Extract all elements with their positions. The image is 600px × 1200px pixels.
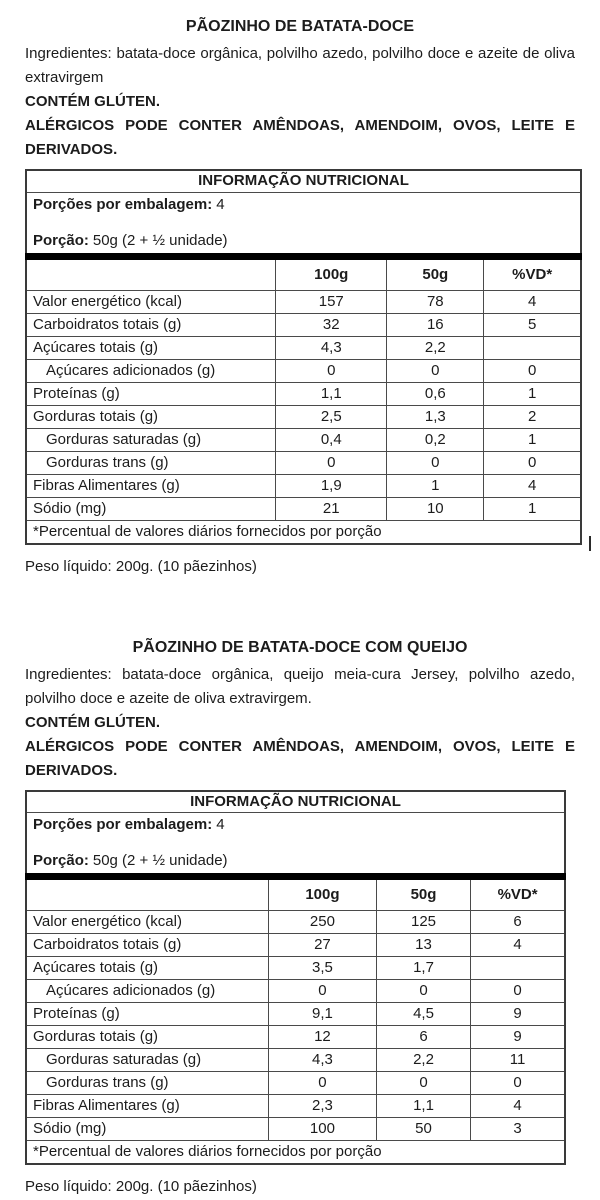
- allergen-notice: ALÉRGICOS PODE CONTER AMÊNDOAS, AMENDOIM, OVOS, LEITE E DERIVADOS.: [25, 117, 575, 158]
- nutrient-row: [26, 1003, 565, 1026]
- nutrient-row: [26, 290, 581, 313]
- nutrient-value-100g: 250: [269, 911, 377, 934]
- nutrient-value-100g: 0: [269, 1072, 377, 1095]
- servings-per-package-label: Porções por embalagem:: [33, 816, 213, 833]
- nutrient-value-vd: 0: [484, 359, 581, 382]
- nutrient-value-vd: [471, 957, 565, 980]
- nutrient-value-50g: 13: [376, 934, 470, 957]
- nutrient-value-100g: 100: [269, 1118, 377, 1141]
- daily-values-footnote: *Percentual de valores diários fornecidos por porção: [26, 520, 581, 544]
- nutrient-label: Proteínas (g): [26, 1003, 269, 1026]
- nutrition-table-title: INFORMAÇÃO NUTRICIONAL: [26, 170, 581, 192]
- nutrition-facts-table: [25, 790, 566, 1166]
- portion-value: 50g (2 + ½ unidade): [92, 852, 228, 869]
- nutrient-row: [26, 428, 581, 451]
- servings-per-package-label: Porções por embalagem:: [33, 195, 213, 213]
- portion-value: 50g (2 + ½ unidade): [92, 231, 228, 249]
- servings-per-package-value: 4: [216, 816, 225, 833]
- nutrient-value-100g: 12: [269, 1026, 377, 1049]
- nutrient-label: Gorduras saturadas (g): [26, 428, 276, 451]
- net-weight-text: Peso líquido: 200g. (10 pãezinhos): [25, 557, 257, 575]
- nutrient-value-vd: 6: [471, 911, 565, 934]
- nutrient-value-vd: 0: [484, 451, 581, 474]
- nutrient-row: [26, 1026, 565, 1049]
- column-header-row: [26, 877, 565, 911]
- serving-info-row: [26, 813, 565, 877]
- column-header-100g: 100g: [276, 256, 387, 290]
- column-header-empty: [26, 877, 269, 911]
- nutrient-label: Carboidratos totais (g): [26, 313, 276, 336]
- product-title: PÃOZINHO DE BATATA-DOCE COM QUEIJO: [132, 638, 468, 656]
- nutrient-value-vd: 1: [484, 428, 581, 451]
- portion-label: Porção:: [33, 231, 89, 249]
- column-header-100g: 100g: [269, 877, 377, 911]
- ingredients-text: Ingredientes: batata-doce orgânica, queijo meia-cura Jersey, polvilho azedo, polvilho doce e azeite de oliva extravirgem.: [25, 665, 575, 707]
- column-header-50g: 50g: [387, 256, 484, 290]
- product-section-batata-doce-com-queijo: [25, 637, 575, 1200]
- serving-info-cell: [26, 192, 581, 256]
- nutrient-value-100g: 1,9: [276, 474, 387, 497]
- nutrient-value-vd: 0: [471, 980, 565, 1003]
- nutrient-value-50g: 2,2: [387, 336, 484, 359]
- nutrient-value-100g: 32: [276, 313, 387, 336]
- nutrient-value-50g: 50: [376, 1118, 470, 1141]
- nutrient-value-vd: 11: [471, 1049, 565, 1072]
- nutrient-label: Gorduras trans (g): [26, 451, 276, 474]
- nutrient-row: [26, 980, 565, 1003]
- gluten-notice: CONTÉM GLÚTEN.: [25, 93, 160, 110]
- nutrient-row: [26, 1072, 565, 1095]
- nutrient-value-50g: 0: [387, 359, 484, 382]
- nutrient-value-50g: 16: [387, 313, 484, 336]
- nutrient-value-50g: 78: [387, 290, 484, 313]
- nutrient-value-vd: 0: [471, 1072, 565, 1095]
- nutrient-label: Proteínas (g): [26, 382, 276, 405]
- nutrient-label: Fibras Alimentares (g): [26, 1095, 269, 1118]
- nutrient-row: [26, 359, 581, 382]
- footnote-row: [26, 1141, 565, 1165]
- nutrient-label: Sódio (mg): [26, 1118, 269, 1141]
- nutrient-value-50g: 0: [376, 1072, 470, 1095]
- nutrient-value-vd: 2: [484, 405, 581, 428]
- nutrient-value-100g: 21: [276, 497, 387, 520]
- nutrient-label: Carboidratos totais (g): [26, 934, 269, 957]
- nutrient-value-50g: 6: [376, 1026, 470, 1049]
- nutrient-value-100g: 4,3: [276, 336, 387, 359]
- column-header-vd: %VD*: [471, 877, 565, 911]
- allergen-notice: ALÉRGICOS PODE CONTER AMÊNDOAS, AMENDOIM, OVOS, LEITE E DERIVADOS.: [25, 737, 575, 779]
- nutrient-row: [26, 336, 581, 359]
- nutrient-value-vd: 4: [471, 1095, 565, 1118]
- nutrient-value-vd: 9: [471, 1003, 565, 1026]
- product-section-batata-doce: [25, 16, 575, 579]
- nutrient-value-100g: 157: [276, 290, 387, 313]
- column-header-row: [26, 256, 581, 290]
- nutrient-label: Açúcares totais (g): [26, 957, 269, 980]
- nutrient-value-vd: 5: [484, 313, 581, 336]
- servings-per-package-value: 4: [216, 195, 225, 213]
- nutrient-value-100g: 0: [276, 451, 387, 474]
- nutrient-label: Fibras Alimentares (g): [26, 474, 276, 497]
- nutrition-table-title-row: [26, 170, 581, 192]
- nutrient-value-50g: 1,7: [376, 957, 470, 980]
- nutrient-label: Gorduras saturadas (g): [26, 1049, 269, 1072]
- nutrient-value-100g: 2,3: [269, 1095, 377, 1118]
- serving-info-cell: [26, 813, 565, 877]
- nutrient-value-50g: 125: [376, 911, 470, 934]
- nutrient-value-vd: [484, 336, 581, 359]
- portion-label: Porção:: [33, 852, 89, 869]
- nutrient-value-vd: 3: [471, 1118, 565, 1141]
- nutrient-label: Açúcares totais (g): [26, 336, 276, 359]
- nutrient-value-vd: 4: [484, 474, 581, 497]
- nutrient-row: [26, 474, 581, 497]
- nutrient-label: Açúcares adicionados (g): [26, 980, 269, 1003]
- nutrient-row: [26, 1049, 565, 1072]
- nutrient-value-100g: 27: [269, 934, 377, 957]
- column-header-50g: 50g: [376, 877, 470, 911]
- nutrient-value-100g: 4,3: [269, 1049, 377, 1072]
- nutrient-label: Gorduras trans (g): [26, 1072, 269, 1095]
- nutrient-value-vd: 1: [484, 382, 581, 405]
- net-weight-text: Peso líquido: 200g. (10 pãezinhos): [25, 1178, 257, 1195]
- nutrient-value-50g: 2,2: [376, 1049, 470, 1072]
- serving-info-row: [26, 192, 581, 256]
- footnote-row: [26, 520, 581, 544]
- product-title: PÃOZINHO DE BATATA-DOCE: [185, 18, 415, 35]
- nutrient-value-50g: 1,3: [387, 405, 484, 428]
- nutrient-label: Sódio (mg): [26, 497, 276, 520]
- nutrient-label: Valor energético (kcal): [26, 911, 269, 934]
- nutrient-row: [26, 957, 565, 980]
- daily-values-footnote: *Percentual de valores diários fornecidos por porção: [26, 1141, 565, 1165]
- column-header-vd: %VD*: [484, 256, 581, 290]
- nutrient-row: [26, 934, 565, 957]
- nutrient-value-50g: 1: [387, 474, 484, 497]
- nutrient-value-vd: 4: [471, 934, 565, 957]
- nutrient-value-50g: 0,2: [387, 428, 484, 451]
- nutrient-row: [26, 405, 581, 428]
- nutrient-value-100g: 9,1: [269, 1003, 377, 1026]
- nutrient-value-50g: 0: [387, 451, 484, 474]
- nutrient-value-50g: 4,5: [376, 1003, 470, 1026]
- gluten-notice: CONTÉM GLÚTEN.: [25, 713, 160, 731]
- nutrient-row: [26, 1095, 565, 1118]
- nutrient-value-100g: 0,4: [276, 428, 387, 451]
- nutrient-row: [26, 911, 565, 934]
- nutrient-label: Gorduras totais (g): [26, 405, 276, 428]
- nutrient-label: Gorduras totais (g): [26, 1026, 269, 1049]
- nutrient-value-100g: 2,5: [276, 405, 387, 428]
- nutrient-value-vd: 9: [471, 1026, 565, 1049]
- nutrient-row: [26, 497, 581, 520]
- nutrient-value-100g: 0: [276, 359, 387, 382]
- nutrient-label: Valor energético (kcal): [26, 290, 276, 313]
- column-header-empty: [26, 256, 276, 290]
- nutrient-row: [26, 313, 581, 336]
- nutrition-table-title: INFORMAÇÃO NUTRICIONAL: [26, 791, 565, 813]
- nutrient-row: [26, 451, 581, 474]
- nutrient-row: [26, 1118, 565, 1141]
- nutrient-label: Açúcares adicionados (g): [26, 359, 276, 382]
- nutrient-value-100g: 3,5: [269, 957, 377, 980]
- nutrient-value-100g: 0: [269, 980, 377, 1003]
- nutrient-value-50g: 1,1: [376, 1095, 470, 1118]
- nutrient-value-100g: 1,1: [276, 382, 387, 405]
- nutrient-value-vd: 1: [484, 497, 581, 520]
- ingredients-text: Ingredientes: batata-doce orgânica, polvilho azedo, polvilho doce e azeite de oliva extravirgem: [25, 45, 575, 86]
- nutrient-row: [26, 382, 581, 405]
- nutrient-value-vd: 4: [484, 290, 581, 313]
- nutrient-value-50g: 10: [387, 497, 484, 520]
- nutrient-value-50g: 0: [376, 980, 470, 1003]
- nutrient-value-50g: 0,6: [387, 382, 484, 405]
- text-cursor-artifact: [589, 536, 591, 551]
- nutrition-table-title-row: [26, 791, 565, 813]
- nutrition-facts-table: [25, 169, 582, 545]
